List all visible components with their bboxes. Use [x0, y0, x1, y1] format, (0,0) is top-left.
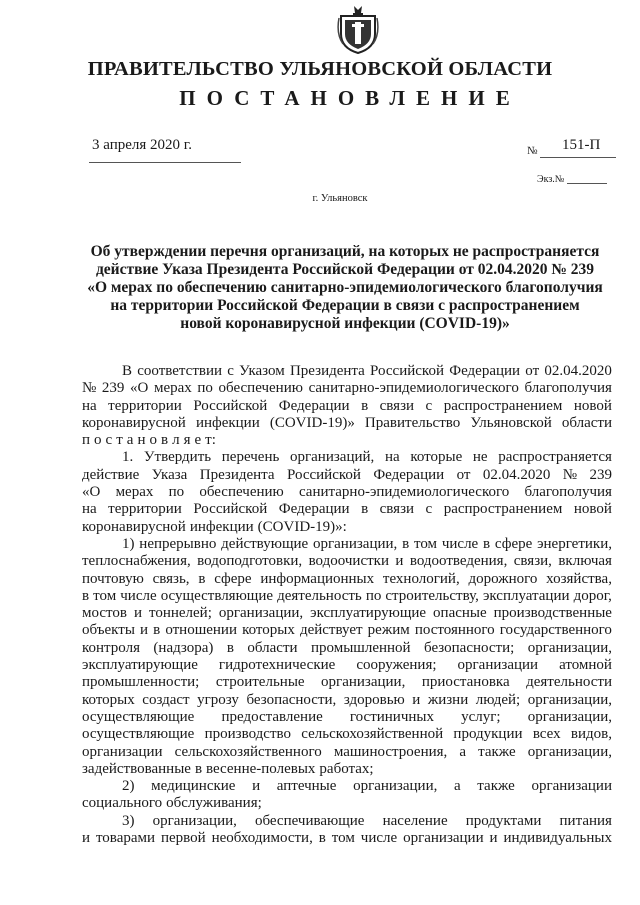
- word: которых: [82, 691, 135, 708]
- body-line: [82, 830, 612, 847]
- word: в: [160, 432, 169, 449]
- word: теплоснабжения,: [82, 553, 191, 570]
- word: эксплуатирующие: [310, 605, 427, 622]
- number-underline: [540, 157, 616, 158]
- government-name: ПРАВИТЕЛЬСТВО УЛЬЯНОВСКОЙ ОБЛАСТИ: [87, 58, 553, 80]
- word: отношении: [165, 622, 237, 639]
- word: весенне-полевых: [206, 760, 316, 777]
- word: не: [472, 449, 488, 466]
- word: осуществляющие: [82, 708, 195, 725]
- word: машиностроения,: [333, 743, 448, 760]
- word: здоровью: [343, 691, 405, 708]
- body-line: [82, 709, 612, 726]
- word: продукции: [453, 726, 523, 743]
- word: эксплуатации: [482, 587, 570, 604]
- word: е: [194, 432, 202, 449]
- word: сфере: [214, 570, 252, 587]
- word: Российской: [193, 397, 268, 414]
- body-line: [82, 519, 612, 536]
- word: (COVID-19)»:: [257, 518, 347, 535]
- word: тоннелей;: [148, 605, 212, 622]
- word: перечень: [221, 449, 280, 466]
- word: жизни: [427, 691, 469, 708]
- word: и: [489, 830, 498, 847]
- word: и: [252, 778, 261, 795]
- word: организации,: [152, 812, 237, 829]
- word: Указа: [151, 466, 188, 483]
- word: контроля: [82, 639, 140, 656]
- word: связи,: [513, 553, 552, 570]
- word: действующие: [221, 535, 309, 552]
- word: безопасности;: [424, 639, 515, 656]
- word: объекты: [82, 622, 135, 639]
- word: индивидуальных: [503, 830, 612, 847]
- body-line: [82, 726, 612, 743]
- word: инфекции: [195, 414, 260, 431]
- word: непрерывно: [139, 535, 217, 552]
- body-line: [82, 536, 612, 553]
- word: предоставление: [221, 708, 323, 725]
- word: по: [365, 587, 382, 604]
- word: организации,: [527, 743, 612, 760]
- word: Федерации: [373, 466, 445, 483]
- word: сфере: [494, 535, 533, 552]
- word: о: [94, 432, 102, 449]
- word: людей;: [475, 691, 521, 708]
- word: 1.: [122, 449, 134, 466]
- word: первой: [160, 830, 206, 847]
- word: с: [425, 397, 433, 414]
- word: промышленной: [310, 639, 411, 656]
- word: Федерации: [278, 501, 350, 518]
- word: а: [453, 778, 461, 795]
- word: соответствии: [137, 363, 223, 379]
- word: в: [361, 397, 369, 414]
- word: организации,: [321, 674, 406, 691]
- word: водоподготовки,: [197, 553, 303, 570]
- word: государственного: [499, 622, 612, 639]
- word: на: [82, 397, 97, 414]
- word: числе: [441, 535, 479, 552]
- word: и: [140, 622, 149, 639]
- word: Правительство: [364, 414, 461, 431]
- word: в: [483, 535, 491, 552]
- word: мостов: [82, 605, 127, 622]
- body-line: [82, 432, 612, 449]
- body-line: [82, 449, 612, 466]
- date-underline: [89, 162, 241, 163]
- word: а: [459, 743, 467, 760]
- word: 239: [101, 380, 125, 397]
- word: сооружения;: [356, 657, 437, 674]
- word: области: [561, 414, 612, 431]
- word: производственные: [493, 605, 612, 622]
- word: работах;: [319, 760, 374, 777]
- word: 1): [122, 535, 135, 552]
- word: благополучия: [524, 380, 612, 397]
- word: в: [361, 501, 369, 518]
- word: организации: [457, 657, 539, 674]
- body-line: [82, 415, 612, 432]
- word: коронавирусной: [82, 414, 186, 431]
- body-line: [82, 484, 612, 501]
- word: (надзора): [153, 639, 214, 656]
- body-line: [82, 813, 612, 830]
- word: 2): [122, 778, 135, 795]
- word: также: [477, 778, 515, 795]
- word: режим: [367, 622, 410, 639]
- word: деятельность: [277, 587, 362, 604]
- word: Российской: [286, 466, 361, 483]
- body-line: [82, 605, 612, 622]
- word: о: [149, 432, 157, 449]
- word: н: [137, 432, 146, 449]
- word: энергетики,: [537, 535, 612, 552]
- word: Ульяновской: [470, 414, 552, 431]
- word: в: [226, 639, 234, 656]
- word: №: [562, 466, 578, 483]
- word: социального: [82, 795, 163, 812]
- body-line: [82, 674, 612, 691]
- word: 239: [589, 466, 612, 483]
- title-line: новой коронавирусной инфекции (COVID-19)»: [180, 315, 510, 332]
- word: сельскохозяйственной: [301, 726, 444, 743]
- word: действует: [299, 622, 363, 639]
- coat-of-arms-icon: [337, 4, 379, 54]
- body-line: [82, 553, 612, 570]
- body-line: [82, 744, 612, 761]
- word: действие: [82, 466, 140, 483]
- word: в: [198, 570, 206, 587]
- word: в: [82, 587, 90, 604]
- word: обеспечению: [199, 484, 284, 501]
- word: Федерации: [449, 363, 521, 379]
- title-line: Об утверждении перечня организаций, на которых не распространяется: [90, 243, 600, 260]
- word: на: [384, 449, 400, 466]
- body-line: [82, 501, 612, 518]
- word: т: [116, 432, 123, 449]
- body-line: [82, 657, 612, 674]
- body-line: [82, 571, 612, 588]
- word: (COVID-19)»: [269, 414, 355, 431]
- word: с: [227, 363, 234, 379]
- word: числе: [360, 830, 398, 847]
- document-number: 151-П: [562, 137, 601, 153]
- word: по: [168, 484, 185, 501]
- word: новой: [573, 397, 612, 414]
- word: коронавирусной: [82, 518, 186, 535]
- word: строительные: [215, 674, 305, 691]
- word: обеспечивающие: [254, 812, 365, 829]
- word: п: [82, 432, 91, 449]
- word: Федерации: [278, 397, 350, 414]
- word: мерах: [153, 380, 192, 397]
- word: угрозу: [197, 691, 239, 708]
- word: в: [194, 760, 203, 777]
- word: Президента: [199, 466, 275, 483]
- word: л: [172, 432, 180, 449]
- body-line: [82, 640, 612, 657]
- word: население: [382, 812, 448, 829]
- word: организации,: [527, 708, 612, 725]
- word: приостановка: [421, 674, 510, 691]
- word: организации,: [218, 605, 304, 622]
- word: числе: [120, 587, 157, 604]
- word: инфекции: [189, 518, 254, 535]
- body-line: [82, 692, 612, 709]
- body-line: [82, 380, 612, 397]
- word: области: [247, 639, 298, 656]
- word: на: [82, 501, 97, 518]
- word: организации,: [353, 778, 438, 795]
- word: территории: [108, 397, 182, 414]
- word: я: [183, 432, 191, 449]
- word: обслуживания;: [166, 795, 262, 812]
- word: а: [126, 432, 134, 449]
- word: «О: [130, 380, 149, 397]
- body-line: [82, 588, 612, 605]
- word: распространением: [443, 501, 563, 518]
- word: №: [82, 380, 97, 397]
- word: с: [105, 432, 113, 449]
- word: санитарно-эпидемиологического: [298, 484, 510, 501]
- word: товарами: [95, 830, 156, 847]
- word: обеспечению: [218, 380, 303, 397]
- copy-number-mark: Экз.№: [537, 174, 565, 185]
- number-mark: №: [527, 145, 538, 157]
- word: по: [197, 380, 213, 397]
- word: технологий,: [382, 570, 460, 587]
- copy-number-underline: [567, 183, 607, 184]
- word: также: [478, 743, 516, 760]
- word: осуществляющие: [82, 726, 195, 743]
- word: Российской: [193, 501, 268, 518]
- word: с: [425, 501, 433, 518]
- city: г. Ульяновск: [312, 193, 368, 204]
- word: благополучия: [524, 484, 612, 501]
- title-line: действие Указа Президента Российской Федерации от 02.04.2020 № 239: [95, 261, 595, 278]
- word: Утвердить: [143, 449, 212, 466]
- word: 3): [122, 812, 135, 829]
- word: опасные: [433, 605, 487, 622]
- word: Президента: [289, 363, 365, 379]
- word: и: [133, 605, 142, 622]
- word: безопасности,: [246, 691, 337, 708]
- word: организации,: [527, 691, 612, 708]
- word: санитарно-эпидемиологического: [308, 380, 519, 397]
- word: хозяйства,: [546, 570, 612, 587]
- word: В: [122, 363, 133, 379]
- word: которых: [242, 622, 295, 639]
- word: строительству,: [385, 587, 479, 604]
- word: 02.04.2020: [544, 363, 612, 379]
- word: территории: [108, 501, 182, 518]
- document-type: ПОСТАНОВЛЕНИЕ: [179, 86, 521, 110]
- word: постоянного: [414, 622, 495, 639]
- word: и: [82, 830, 91, 847]
- word: в: [402, 535, 410, 552]
- word: распространением: [443, 397, 563, 414]
- word: организации,: [527, 639, 612, 656]
- word: организации: [531, 778, 612, 795]
- word: включая: [558, 553, 612, 570]
- word: и: [395, 553, 404, 570]
- body-line: [82, 467, 612, 484]
- word: необходимости,: [211, 830, 313, 847]
- word: гидротехнические: [218, 657, 336, 674]
- body-line: [82, 622, 612, 639]
- word: организации: [403, 830, 484, 847]
- word: организации,: [313, 535, 398, 552]
- word: эксплуатирующие: [82, 657, 198, 674]
- word: Российской: [370, 363, 444, 379]
- word: распространяется: [498, 449, 612, 466]
- word: том: [93, 587, 117, 604]
- word: от: [525, 363, 540, 379]
- word: промышленности;: [82, 674, 200, 691]
- word: и: [412, 691, 421, 708]
- title-line: на территории Российской Федерации в связи с распространением: [110, 297, 580, 314]
- word: дорожного: [468, 570, 538, 587]
- word: «О: [82, 484, 101, 501]
- word: в: [153, 622, 161, 639]
- body-line: [82, 761, 612, 778]
- word: том: [413, 535, 438, 552]
- word: почтовую: [82, 570, 144, 587]
- word: задействованные: [82, 760, 191, 777]
- body-line: [82, 398, 612, 415]
- word: новой: [573, 501, 612, 518]
- document-date: 3 апреля 2020 г.: [92, 137, 192, 153]
- word: гостиничных: [349, 708, 434, 725]
- word: атомной: [559, 657, 612, 674]
- word: услуг;: [461, 708, 501, 725]
- word: питания: [559, 812, 612, 829]
- word: организаций,: [290, 449, 375, 466]
- word: от: [456, 466, 471, 483]
- document-title: [75, 243, 615, 333]
- word: медицинские: [151, 778, 236, 795]
- word: сельскохозяйственного: [174, 743, 322, 760]
- document-body: [82, 363, 612, 847]
- word: Указом: [239, 363, 285, 379]
- word: связь,: [152, 570, 190, 587]
- body-line: [82, 778, 612, 795]
- word: всех: [532, 726, 561, 743]
- word: связи: [379, 501, 415, 518]
- word: 02.04.2020: [482, 466, 551, 483]
- word: которые: [410, 449, 463, 466]
- word: водоочистки: [308, 553, 389, 570]
- word: производство: [204, 726, 291, 743]
- word: мерах: [115, 484, 154, 501]
- word: водоотведения,: [409, 553, 508, 570]
- word: связи: [379, 397, 415, 414]
- word: дорог,: [573, 587, 612, 604]
- word: в: [318, 830, 326, 847]
- word: аптечные: [276, 778, 337, 795]
- word: создаст: [142, 691, 190, 708]
- word: т:: [205, 432, 216, 449]
- word: продуктами: [465, 812, 542, 829]
- body-line: [82, 795, 612, 812]
- word: организации: [82, 743, 163, 760]
- word: том: [331, 830, 355, 847]
- word: информационных: [260, 570, 375, 587]
- word: осуществляющие: [160, 587, 274, 604]
- word: видов,: [570, 726, 612, 743]
- body-line: [82, 363, 612, 380]
- word: деятельности: [526, 674, 612, 691]
- title-line: «О мерах по обеспечению санитарно-эпидемиологического благополучия: [87, 279, 603, 296]
